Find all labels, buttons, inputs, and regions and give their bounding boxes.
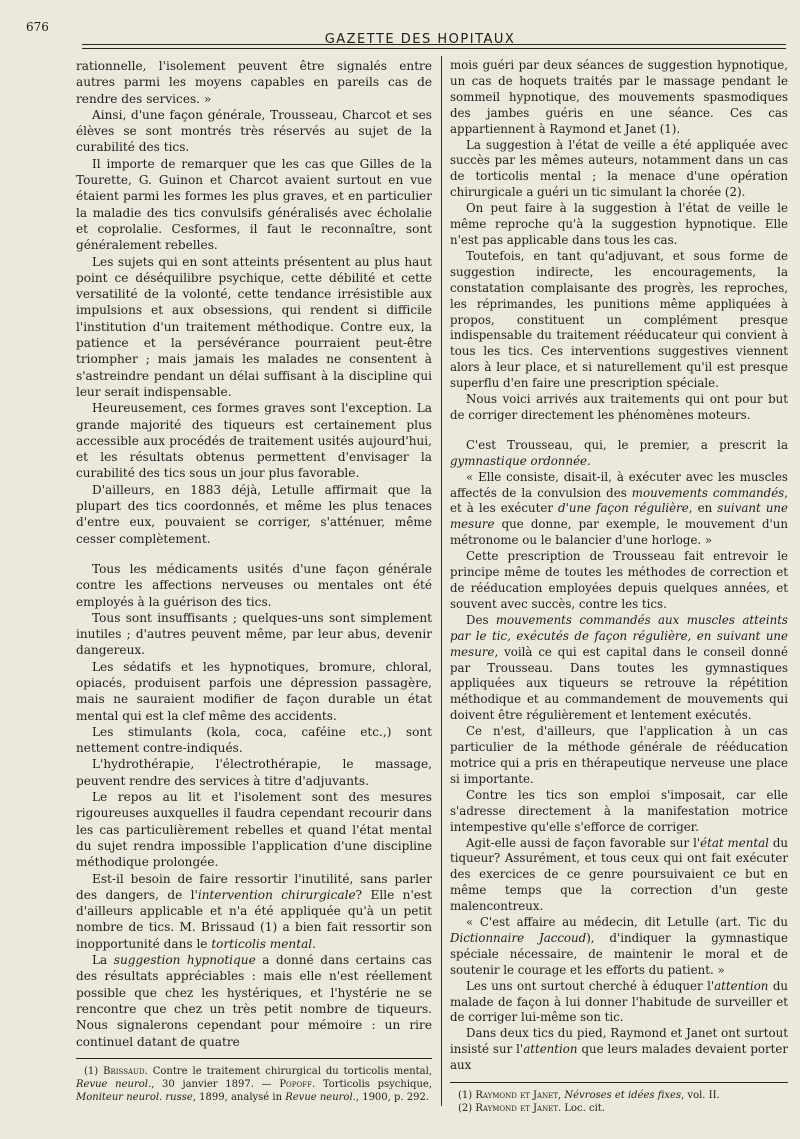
section-gap	[76, 547, 432, 561]
page-number: 676	[26, 20, 49, 34]
footnote: (1) Brissaud. Contre le traitement chirurgical du torticolis mental, Revue neurol., 30 janvier 1897. — Popoff. Torticolis psychique, Moniteur neurol. russe, 1899, analysé in Revue neurol., 1900, p. 292.	[76, 1065, 433, 1103]
paragraph-quote-trousseau: « Elle consiste, disait-il, à exécuter avec les muscles affectés de la convulsion des mouvements commandés, et à les exécuter d'une façon régulière, en suivant une mesure que donne, par exemple, le mouvement d'un métronome ou le balancier d'une horloge. »	[450, 469, 788, 548]
paragraph: Toutefois, en tant qu'adjuvant, et sous forme de suggestion indirecte, les encouragements, la constatation complaisante des progrès, les reproches, les réprimandes, les punitions même appliquées à propos, constituent un complément presque indispensable du traitement rééducateur qui convient à tous les tics. Ces interventions suggestives viennent alors à leur place, et si naturellement qu'il est presque superflu d'en faire une prescription spéciale.	[450, 248, 788, 391]
paragraph: On peut faire à la suggestion à l'état de veille le même reproche qu'à la suggestion hypnotique. Elle n'est pas applicable dans tous les cas.	[450, 201, 788, 247]
footnotes	[76, 1065, 432, 1104]
footnote: (1) Raymond et Janet, Névroses et idées fixes, vol. II.	[458, 1090, 720, 1102]
column-divider	[441, 56, 442, 1106]
paragraph-attention: Les uns ont surtout cherché à éduquer l'attention du malade de façon à lui donner l'habitude de surveiller et de corriger lui-même son tic.	[450, 978, 788, 1025]
journal-title: GAZETTE DES HOPITAUX	[324, 32, 516, 47]
paragraph-intervention: Est-il besoin de faire ressortir l'inutilité, sans parler des dangers, de l'intervention chirurgicale? Elle n'est d'ailleurs applicable et n'a été appliquée qu'à un petit nombre de tics. M. Brissaud (1) a bien fait ressortir son inopportunité dans le torticolis mental.	[76, 871, 432, 951]
right-column	[450, 58, 788, 1115]
paragraph: Tous les médicaments usités d'une façon générale contre les affections nerveuses ou mentales ont été employés à la guérison des tics.	[76, 561, 432, 609]
paragraph: Tous sont insuffisants ; quelques-uns sont simplement inutiles ; d'autres peuvent même, par leur abus, devenir dangereux.	[76, 610, 432, 658]
footnote: (2) Raymond et Janet. Loc. cit.	[458, 1103, 605, 1115]
paragraph: Cette prescription de Trousseau fait entrevoir le principe même de toutes les méthodes de correction et de rééducation employées depuis quelques années, et souvent avec succès, contre les tics.	[450, 549, 788, 611]
section-gap	[450, 424, 788, 438]
paragraph: Nous voici arrivés aux traitements qui ont pour but de corriger directement les phénomènes moteurs.	[450, 392, 788, 422]
paragraph-letulle: « C'est affaire au médecin, dit Letulle (art. Tic du Dictionnaire Jaccoud), d'indiquer la gymnastique spéciale nécessaire, de maintenir le moral et de soutenir le courage et les efforts du patient. »	[450, 915, 788, 977]
footnote-rule	[450, 1082, 788, 1083]
paragraph: Heureusement, ces formes graves sont l'exception. La grande majorité des tiqueurs est certainement plus accessible aux procédés de traitement usités aujourd'hui, et les résultats obtenus permettent d'envisager la curabilité des tics sous un jour plus favorable.	[76, 401, 432, 481]
paragraph: rationnelle, l'isolement peuvent être signalés entre autres parmi les moyens capables en pareils cas de rendre des services. »	[76, 59, 432, 106]
paragraph: La suggestion à l'état de veille a été appliquée avec succès par les mêmes auteurs, notamment dans un cas de torticolis mental ; la menace d'une opération chirurgicale a guéri un tic simulant la chorée (2).	[450, 137, 788, 200]
header-rule-thin	[82, 48, 786, 49]
paragraph: Ainsi, d'une façon générale, Trousseau, Charcot et ses élèves se sont montrés très réservés au sujet de la curabilité des tics.	[76, 107, 432, 155]
paragraph: Les sédatifs et les hypnotiques, bromure, chloral, opiacés, produisent parfois une dépression passagère, mais ne sauraient modifier de façon durable un état mental qui est la clef même des accidents.	[76, 659, 432, 723]
paragraph-des: Des mouvements commandés aux muscles atteints par le tic, exécutés de façon régulière, en suivant une mesure, voilà ce qui est capital dans le conseil donné par Trousseau. Dans toutes les gymnastiques appliquées aux tiqueurs se retrouve la répétition méthodique et au commandement de mouvements qui doivent être régulièrement et lentement exécutés.	[450, 612, 788, 723]
paragraph: Il importe de remarquer que les cas que Gilles de la Tourette, G. Guinon et Charcot avaient surtout en vue étaient parmi les formes les plus graves, et en particulier la maladie des tics convulsifs généralisés avec écholalie et coprolalie. Cesformes, il faut le reconnaître, sont généralement rebelles.	[76, 156, 432, 253]
left-column	[76, 58, 432, 1104]
paragraph-agit: Agit-elle aussi de façon favorable sur l'état mental du tiqueur? Assurément, et tous ceux qui ont fait exécuter des exercices de ce genre poursuivaient ce but en même temps que la correction d'un geste malencontreux.	[450, 835, 788, 914]
paragraph-pied: Dans deux tics du pied, Raymond et Janet ont surtout insisté sur l'attention que leurs malades devaient porter aux	[450, 1026, 788, 1073]
paragraph: Les stimulants (kola, coca, caféine etc.,) sont nettement contre-indiqués.	[76, 724, 432, 756]
paragraph: Les sujets qui en sont atteints présentent au plus haut point ce déséquilibre psychique, cette débilité et cette versatilité de la volonté, cette tendance irrésistible aux impulsions et aux obsessions, qui rendent si difficile l'institution d'un traitement méthodique. Contre eux, la patience et la persévérance pourraient peut-être triompher ; mais jamais les malades ne consentent à s'astreindre pendant un délai suffisant à la discipline qui leur serait indispensable.	[76, 254, 432, 399]
paragraph: Ce n'est, d'ailleurs, que l'application à un cas particulier de la méthode générale de rééducation motrice qui a pris en thérapeutique nerveuse une place si importante.	[450, 724, 788, 786]
footnotes	[450, 1089, 788, 1115]
paragraph: D'ailleurs, en 1883 déjà, Letulle affirmait que la plupart des tics coordonnés, et même les plus tenaces d'entre eux, pouvaient se corriger, s'atténuer, même cesser complètement.	[76, 482, 432, 546]
page-header	[60, 14, 780, 47]
paragraph: Le repos au lit et l'isolement sont des mesures rigoureuses auxquelles il faudra cependant recourir dans les cas particulièrement rebelles et quand l'état mental du sujet rendra impossible l'application d'une discipline méthodique prolongée.	[76, 790, 432, 870]
header-rule	[82, 44, 786, 45]
footnote-rule	[76, 1058, 432, 1059]
paragraph-suggestion: La suggestion hypnotique a donné dans certains cas des résultats appréciables : mais elle n'est réellement possible que chez les hystériques, et l'hystérie ne se rencontre que chez un très petit nombre de tiqueurs. Nous signalerons cependant pour mémoire : un rire continuel datant de quatre	[76, 953, 432, 1049]
paragraph: L'hydrothérapie, l'électrothérapie, le massage, peuvent rendre des services à titre d'adjuvants.	[76, 757, 432, 788]
paragraph: mois guéri par deux séances de suggestion hypnotique, un cas de hoquets traités par le massage pendant le sommeil hypnotique, des mouvements spasmodiques des jambes guéris en une séance. Ces cas appartiennent à Raymond et Janet (1).	[450, 58, 788, 136]
paragraph-trousseau: C'est Trousseau, qui, le premier, a prescrit la gymnastique ordonnée.	[450, 437, 788, 468]
paragraph: Contre les tics son emploi s'imposait, car elle s'adresse directement à la manifestation motrice intempestive qu'elle s'efforce de corriger.	[450, 787, 788, 834]
